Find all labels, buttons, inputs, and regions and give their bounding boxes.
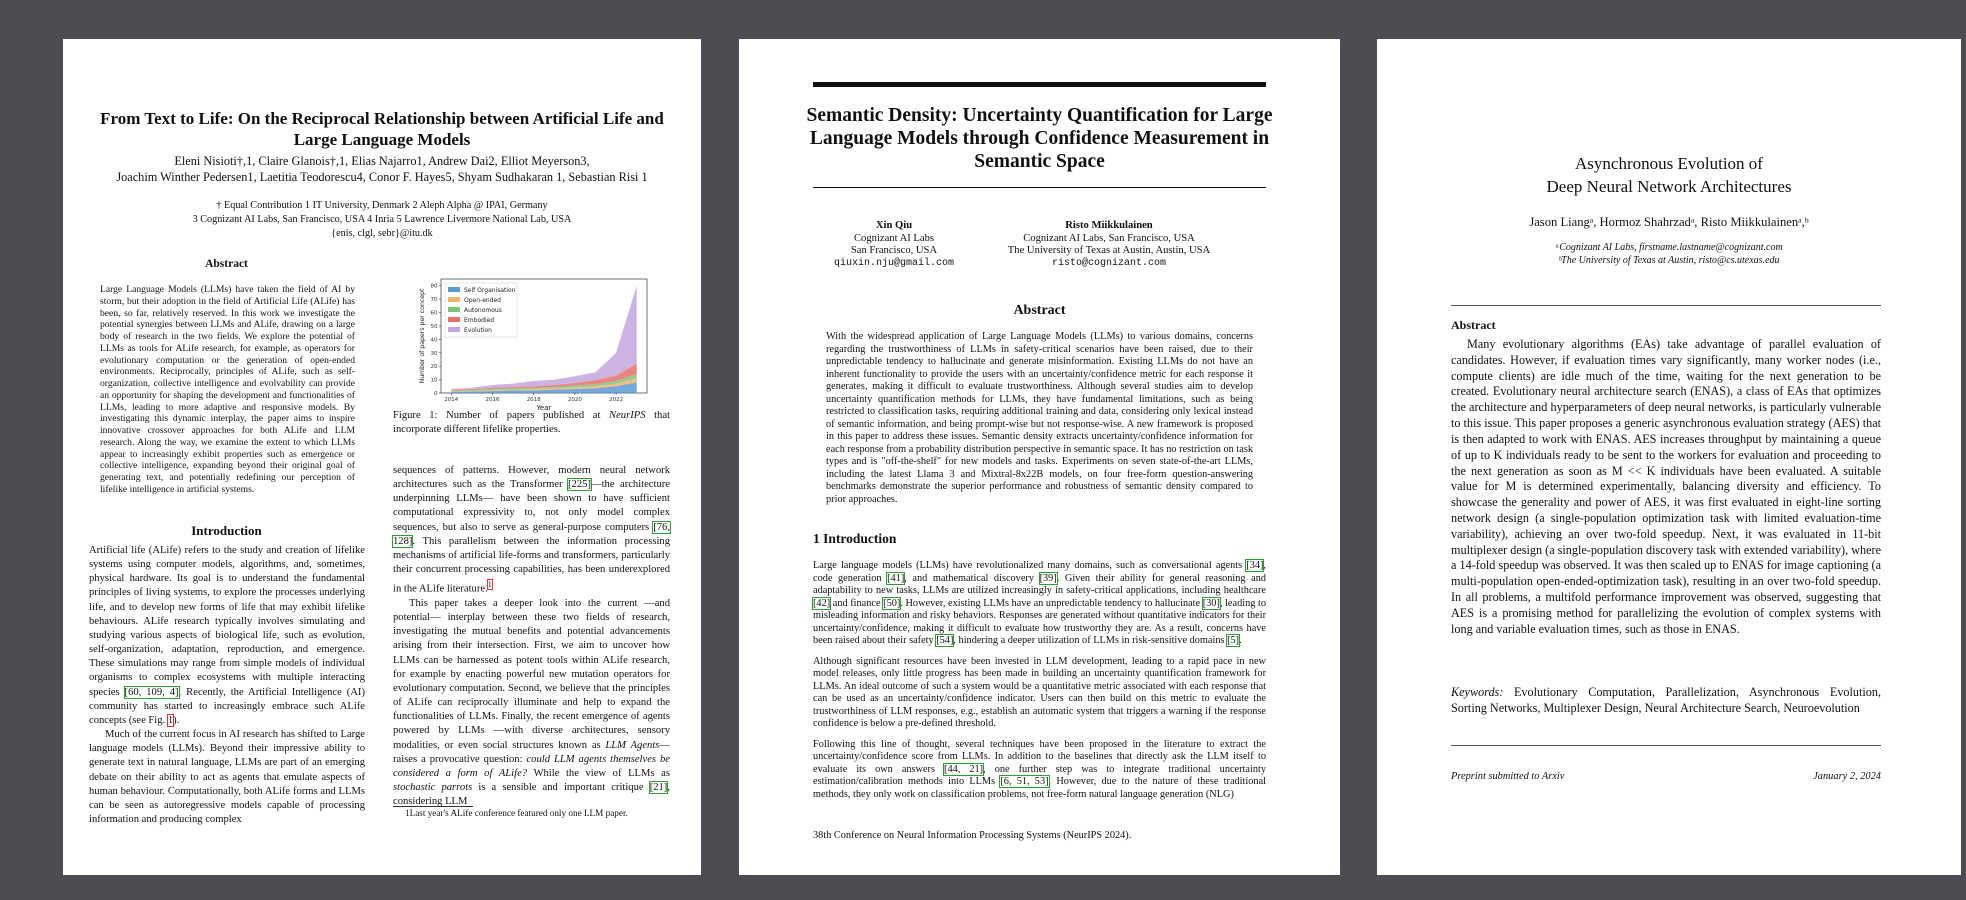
citation-link[interactable]: [42] bbox=[813, 597, 831, 609]
y-tick-label: 40 bbox=[430, 337, 438, 344]
paper3-keywords: Keywords: Evolutionary Computation, Parallelization, Asynchronous Evolution, Sorting Networks, Multiplexer Design, Neural Architecture Search, Neuroevolution bbox=[1451, 685, 1881, 715]
paper3-abstract-heading: Abstract bbox=[1451, 318, 1496, 332]
figure-1-caption: Figure 1: Number of papers published at NeurIPS that incorporate different lifelike properties. bbox=[393, 410, 670, 435]
paper3-authors: Jason Liangᵃ, Hormoz Shahrzadᵃ, Risto Miikkulainenᵃ,ᵇ bbox=[1529, 215, 1809, 229]
y-tick-label: 10 bbox=[430, 377, 438, 384]
footnote-link[interactable]: 1 bbox=[487, 580, 492, 590]
figure-1-chart bbox=[415, 273, 655, 413]
y-tick-label: 0 bbox=[434, 391, 438, 397]
legend-label: Self Organisation bbox=[464, 287, 516, 294]
y-tick-label: 30 bbox=[430, 350, 438, 357]
x-tick-label: 2018 bbox=[526, 397, 541, 403]
x-tick-label: 2016 bbox=[485, 397, 500, 403]
citation-link[interactable]: [30] bbox=[1202, 597, 1220, 609]
citation-link[interactable]: [34] bbox=[1246, 560, 1264, 571]
paper3-footer-left: Preprint submitted to Arxiv bbox=[1451, 771, 1565, 782]
citation-link[interactable]: [41] bbox=[887, 572, 905, 584]
abstract-rule-top bbox=[1451, 305, 1881, 306]
citation-link[interactable]: [60, 109, 4] bbox=[124, 686, 179, 698]
legend-swatch bbox=[448, 297, 460, 302]
paper3-title: Asynchronous Evolution of Deep Neural Network Architectures bbox=[1546, 154, 1792, 196]
paper2-abstract-heading: Abstract bbox=[1013, 303, 1066, 318]
citation-link[interactable]: [39] bbox=[1039, 572, 1057, 584]
paper-page-1 bbox=[63, 39, 701, 875]
abstract-rule-bottom bbox=[1451, 745, 1881, 746]
legend-label: Evolution bbox=[464, 327, 492, 334]
paper2-author-1: Xin Qiu Cognizant AI Labs San Francisco, USA qiuxin.nju@gmail.com bbox=[833, 220, 955, 269]
legend-label: Autonomous bbox=[464, 307, 502, 314]
citation-link[interactable]: [76, 128] bbox=[393, 521, 670, 547]
citation-link[interactable]: [44, 21] bbox=[944, 763, 984, 775]
legend-swatch bbox=[448, 317, 460, 322]
paper2-venue-footer: 38th Conference on Neural Information Processing Systems (NeurIPS 2024). bbox=[813, 830, 1132, 841]
x-tick-label: 2014 bbox=[444, 397, 459, 403]
footnote-rule bbox=[393, 806, 473, 807]
paper3-footer-right: January 2, 2024 bbox=[1813, 771, 1881, 782]
x-axis-label: Year bbox=[536, 404, 552, 412]
paper2-title: Semantic Density: Uncertainty Quantification for Large Language Models through Confidence Measurement in Semantic Space bbox=[806, 105, 1273, 172]
citation-link[interactable]: [21] bbox=[649, 781, 668, 793]
citation-link[interactable]: [50] bbox=[883, 597, 901, 609]
paper-page-3 bbox=[1377, 39, 1961, 875]
legend-swatch bbox=[448, 327, 460, 332]
paper2-abstract: With the widespread application of Large Language Models (LLMs) to various domains, concerns regarding the trustworthiness of LLMs in safety-critical scenarios have been raised, due to their unpredictable tendency to hallucinate and generate misinformation. Existing LLMs do not have an inherent functionality to provide the users with an uncertainty/confidence metric for each response it generates, making it difficult to evaluate trustworthiness. Although several studies aim to develop uncertainty quantification methods for LLMs, they have fundamental limitations, such as being restricted to classification tasks, requiring additional training and data, considering only lexical instead of semantic information, and being prompt-wise but not response-wise. A new framework is proposed in this paper to address these issues. Semantic density extracts uncertainty/confidence information for each response from a probability distribution perspective in semantic space. It has no restriction on task types and is "off-the-shelf" for new models and tasks. Experiments on seven state-of-the-art LLMs, including the latest Llama 3 and Mixtral-8x22B models, on four free-form question-answering benchmarks demonstrate the superior performance and robustness of semantic density compared to prior approaches. bbox=[826, 331, 1253, 505]
paper1-title: From Text to Life: On the Reciprocal Relationship between Artificial Life and Large Language Models bbox=[100, 109, 664, 149]
legend-swatch bbox=[448, 287, 460, 292]
paper1-affiliations: † Equal Contribution 1 IT University, Denmark 2 Aleph Alpha @ IPAI, Germany 3 Cognizant AI Labs, San Francisco, USA 4 Inria 5 Lawrence Livermore National Lab, USA {enis, clgl, sebr}@itu.dk bbox=[192, 200, 572, 239]
y-tick-label: 80 bbox=[430, 283, 438, 290]
legend-label: Embodied bbox=[464, 317, 495, 324]
y-tick-label: 50 bbox=[430, 323, 438, 330]
paper-page-2 bbox=[739, 39, 1340, 875]
paper3-abstract: Many evolutionary algorithms (EAs) take advantage of parallel evaluation of candidates. However, if evaluation times vary significantly, many worker nodes (i.e., compute clients) are idle much of the time, waiting for the next generation to be created. Evolutionary neural architecture search (ENAS), a class of EAs that optimizes the architecture and hyperparameters of deep neural networks, is particularly vulnerable to this issue. This paper proposes a generic asynchronous evaluation strategy (AES) that is then adapted to work with ENAS. AES increases throughput by maintaining a queue of up to K individuals ready to be sent to the workers for evaluation and proceeding to the next generation as soon as M << K individuals have been evaluated. A suitable value for M is determined experimentally, balancing diversity and efficiency. To showcase the generality and power of AES, it was first evaluated in eight-line sorting network design (a single-population optimization task with limited evaluation-time variability), achieving an over two-fold speedup. Next, it was evaluated in 11-bit multiplexer design (a single-population discovery task with extended variability), where a 14-fold speedup was observed. It was then scaled up to ENAS for image captioning (a multi-population open-ended-optimization task), resulting in an over two-fold speedup. In all problems, a multifold performance improvement was observed, suggesting that AES is a promising method for parallelizing the evolution of complex systems with long and variable evaluation times, such as those in ENAS. bbox=[1451, 337, 1881, 636]
paper1-intro-heading: Introduction bbox=[191, 523, 262, 538]
legend-swatch bbox=[448, 307, 460, 312]
citation-link[interactable]: [54] bbox=[936, 635, 954, 646]
y-tick-label: 70 bbox=[430, 297, 438, 304]
x-tick-label: 2022 bbox=[609, 397, 624, 403]
y-tick-label: 60 bbox=[430, 310, 438, 317]
citation-link[interactable]: [5] bbox=[1227, 635, 1240, 646]
paper1-abstract: Large Language Models (LLMs) have taken the field of AI by storm, but their adoption in the field of Artificial Life (ALife) has been, so far, relatively reserved. In this work we investigate the potential synergies between LLMs and ALife, drawing on a large body of research in the two fields. We explore the potential of LLMs as tools for ALife research, for example, as operators for evolutionary computation or the generation of open-ended environments. Reciprocally, principles of ALife, such as self-organization, collective intelligence and evolvability can provide an opportunity for shaping the development and functionalities of LLMs, leading to more adaptive and responsive models. By investigating this dynamic interplay, the paper aims to inspire innovative crossover approaches for both ALife and LLM research. Along the way, we examine the extent to which LLMs appear to increasingly exhibit properties such as emergence or collective intelligence, expanding beyond their original goal of generating text, and potentially redefining our perception of lifelike intelligence in artificial systems. bbox=[100, 284, 355, 495]
x-tick-label: 2020 bbox=[567, 397, 582, 403]
y-axis-label: Number of papers per concept bbox=[419, 288, 426, 384]
paper2-intro-heading: 1 Introduction bbox=[813, 531, 897, 546]
legend-label: Open-ended bbox=[464, 297, 501, 304]
paper2-intro-body: Large language models (LLMs) have revolutionalized many domains, such as conversational agents [34], code generation [41], and mathematical discovery [39]. Given their ability for general reasoning and adaptability to new tasks, LLMs are utilized increasingly in safety-critical applications, including healthcare [42] and finance [50]. However, existing LLMs have an unpredictable tendency to hallucinate [30], leading to misleading information and risky behaviors. Responses are generated without quantitative indicators for their uncertainty/confidence, making it difficult to evaluate how trustworthy they are. As a result, concerns have been raised about their safety [54], hindering a deeper utilization of LLMs in risk-sensitive domains [5]. Although significant resources have been invested in LLM development, leading to a rapid pace in new model releases, only little progress has been made in building an uncertainty quantification framework for LLMs. An ideal outcome of such a system would be a quantitative metric associated with each response that can be used as an uncertainty/confidence indicator. Users can then build on this metric to evaluate the trustworthiness of LLM responses, e.g., establish an automatic system that triggers a warning if the response confidence is below a pre-defined threshold. Following this line of thought, several techniques have been proposed in the literature to extract the uncertainty/confidence score from LLMs. In addition to the baselines that directly ask the LLM itself to evaluate its own answers [44, 21], one further step was to integrate traditional uncertainty estimation/calibration methods into LLMs [6, 51, 53]. However, due to the nature of these traditional methods, they only work on classification problems, not free-form natural language generation (NLG) bbox=[813, 560, 1266, 800]
y-tick-label: 20 bbox=[430, 364, 438, 371]
paper2-author-2: Risto Miikkulainen Cognizant AI Labs, San Francisco, USA The University of Texas at Austin, Austin, USA risto@cognizant.com bbox=[1007, 220, 1211, 269]
citation-link[interactable]: [6, 51, 53] bbox=[1000, 776, 1049, 787]
paper1-intro-column-1: Artificial life (ALife) refers to the study and creation of lifelike systems using computer models, algorithms, and, sometimes, physical hardware. Its goal is to understand the fundamental principles of living systems, to explore the processes underlying life, and to develop new forms of life that may exhibit lifelike behaviours. ALife research typically involves simulating and studying various aspects of biological life, such as evolution, self-organization, adaptation, reproduction, and emergence. These simulations may range from simple models of individual organisms to complex ecosystems with multiple interacting species [60, 109, 4]. Recently, the Artificial Intelligence (AI) community has started to increasingly embrace such ALife concepts (see Fig. 1). Much of the current focus in AI research has shifted to Large language models (LLMs). Beyond their impressive ability to generate text in natural language, LLMs are part of an emerging debate on their ability to act as agents that emulate aspects of human behaviour. Computationally, both ALife forms and LLMs can be seen as autoregressive models capable of processing information and producing complex bbox=[89, 545, 365, 825]
paper1-authors: Eleni Nisioti†,1, Claire Glanois†,1, Elias Najarro1, Andrew Dai2, Elliot Meyerson3, Joachim Winther Pedersen1, Laetitia Teodorescu4, Conor F. Hayes5, Shyam Sudhakaran 1, Sebastian Risi 1 bbox=[116, 154, 648, 184]
paper1-footnote: 1Last year's ALife conference featured only one LLM paper. bbox=[405, 808, 628, 818]
figure-link[interactable]: 1 bbox=[167, 714, 174, 726]
paper1-intro-column-2: sequences of patterns. However, modern neural network architectures such as the Transformer [225]—the architecture underpinning LLMs— have been shown to have sufficient computational expressivity to, not only model complex sequences, but also to serve as general-purpose computers [76, 128]. This parallelism between the information processing mechanisms of artificial life-forms and transformers, particularly their concurrent processing capabilities, has been underexplored in the ALife literature.$^1$ This paper takes a deeper look into the current —and potential— interplay between these two fields of research, investigating the mutual benefits and potential advancements arising from their intersection. First, we aim to uncover how LLMs can be harnessed as potent tools within ALife research, for example by enacting powerful new mutation operators for evolutionary computation. Second, we believe that the principles of ALife can reciprocally illuminate and help to expand the functionalities of LLMs. Finally, the recent emergence of agents powered by LLMs —with diverse architectures, sensory modalities, or even social structures known as LLM Agents— raises a provocative question: could LLM agents themselves be considered a form of ALife? While the view of LLMs as stochastic parrots is a sensible and important critique [21], considering LLM bbox=[393, 465, 670, 808]
title-rule-bottom bbox=[813, 187, 1266, 188]
citation-link[interactable]: [225] bbox=[568, 479, 591, 491]
paper1-abstract-heading: Abstract bbox=[205, 258, 248, 270]
paper3-affiliations: ᵃCognizant AI Labs, firstname.lastname@cognizant.com ᵇThe University of Texas at Austin, risto@cs.utexas.edu bbox=[1555, 242, 1783, 266]
title-rule-top bbox=[813, 82, 1266, 87]
